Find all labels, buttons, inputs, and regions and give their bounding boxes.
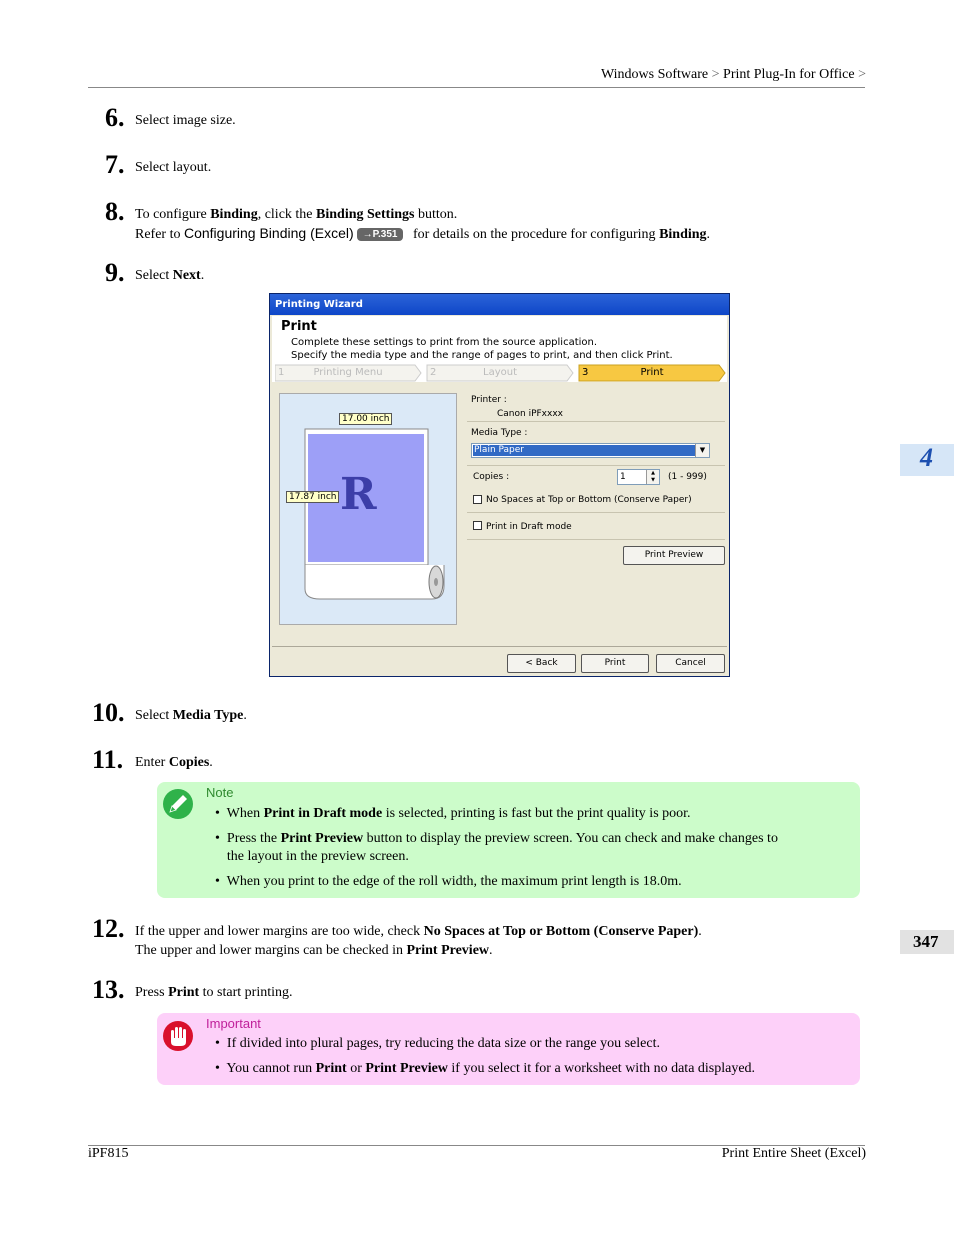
step-number-8: 8. <box>105 197 125 226</box>
printer-value: Canon iPFxxxx <box>497 409 563 419</box>
step-text-13: Press Print to start printing. <box>135 985 293 1000</box>
preview-letter: R <box>340 469 377 520</box>
footer-section: Print Entire Sheet (Excel) <box>721 1146 866 1161</box>
settings-divider <box>467 465 725 466</box>
pencil-note-icon <box>162 788 196 820</box>
printer-label: Printer : <box>471 395 507 405</box>
back-button[interactable]: < Back <box>507 654 576 673</box>
important-callout <box>157 1013 860 1085</box>
footer-model: iPF815 <box>88 1146 129 1161</box>
breadcrumb-windows-software[interactable]: Windows Software <box>600 67 709 82</box>
header-rule <box>88 87 865 88</box>
width-dimension-label: 17.00 inch <box>339 413 392 425</box>
step-text-12: If the upper and lower margins are too wide, check No Spaces at Top or Bottom (Conserve Paper). <box>135 924 702 939</box>
page-ref-badge[interactable]: →P.351 <box>357 228 404 241</box>
step-text-10: Select Media Type. <box>135 708 247 723</box>
important-bullet-1: • If divided into plural pages, try reducing the data size or the range you select. <box>215 1036 660 1051</box>
step-number-11: 11. <box>92 745 124 774</box>
wizard-description: Complete these settings to print from the source application. Specify the media type and the range of pages to print, and then click Print. <box>291 337 673 361</box>
layout-preview-pane <box>279 393 457 625</box>
wizard-title-bar: Printing Wizard <box>270 294 729 315</box>
printing-wizard-dialog <box>269 293 730 677</box>
settings-divider <box>467 512 725 513</box>
step-number-7: 7. <box>105 150 125 179</box>
copies-input[interactable]: 1 <box>620 472 626 482</box>
note-bullet-3: • When you print to the edge of the roll width, the maximum print length is 18.0m. <box>215 874 682 889</box>
media-type-label: Media Type : <box>471 428 528 438</box>
footer-divider <box>272 646 727 647</box>
note-bullet-2: • Press the Print Preview button to display the preview screen. You can check and make changes to <box>215 831 778 846</box>
copies-label: Copies : <box>473 472 510 482</box>
note-callout <box>157 782 860 898</box>
step-number-9: 9. <box>105 258 125 287</box>
breadcrumb-print-plugin[interactable]: Print Plug-In for Office <box>723 67 855 82</box>
print-button[interactable]: Print <box>581 654 649 673</box>
wizard-step-print: 3 Print <box>582 367 664 378</box>
step-number-10: 10. <box>92 698 125 727</box>
note-bullet-2-cont: the layout in the preview screen. <box>226 849 409 864</box>
copies-stepper[interactable] <box>617 469 660 485</box>
step-number-12: 12. <box>92 914 125 943</box>
print-preview-button[interactable]: Print Preview <box>623 546 725 565</box>
no-spaces-checkbox[interactable] <box>473 495 482 504</box>
step-text-7: Select layout. <box>135 160 212 175</box>
wizard-heading: Print <box>281 319 317 334</box>
step-number-13: 13. <box>92 975 125 1004</box>
media-type-selected-value: Plain Paper <box>473 445 695 456</box>
stepper-arrows-icon[interactable]: ▲ ▼ <box>646 470 659 484</box>
draft-mode-label: Print in Draft mode <box>486 522 572 532</box>
note-bullet-1: • When Print in Draft mode is selected, printing is fast but the print quality is poor. <box>215 806 691 821</box>
wizard-step-layout: 2 Layout <box>430 367 517 378</box>
page-number-tab: 347 <box>900 930 954 954</box>
settings-divider <box>467 421 725 422</box>
dropdown-arrow-icon[interactable]: ▼ <box>695 444 709 457</box>
cancel-button[interactable]: Cancel <box>656 654 725 673</box>
step-text-9: Select Next. <box>135 268 205 283</box>
note-title: Note <box>206 785 234 800</box>
important-title: Important <box>206 1016 261 1031</box>
no-spaces-label: No Spaces at Top or Bottom (Conserve Paper) <box>486 495 692 505</box>
height-dimension-label: 17.87 inch <box>286 491 339 503</box>
step-text-11: Enter Copies. <box>135 755 213 770</box>
breadcrumb: Windows Software > Print Plug-In for Office > <box>600 67 866 82</box>
step-number-6: 6. <box>105 103 125 132</box>
copies-range: (1 - 999) <box>668 472 707 482</box>
step-text-12-b: The upper and lower margins can be checked in Print Preview. <box>135 943 493 958</box>
step-text-8: To configure Binding, click the Binding Settings button. <box>135 207 458 222</box>
step-text-8-ref: Refer to Configuring Binding (Excel) →P.351 for details on the procedure for configuring Binding. <box>135 225 711 242</box>
stop-hand-icon <box>162 1020 196 1052</box>
settings-divider <box>467 539 725 540</box>
draft-mode-checkbox[interactable] <box>473 521 482 530</box>
link-configuring-binding[interactable]: Configuring Binding (Excel) <box>183 225 354 241</box>
wizard-step-printing-menu: 1 Printing Menu <box>278 367 383 378</box>
important-bullet-2: • You cannot run Print or Print Preview if you select it for a worksheet with no data displayed. <box>215 1061 756 1076</box>
media-type-select[interactable] <box>471 443 710 458</box>
step-text-6: Select image size. <box>135 113 236 128</box>
chapter-tab[interactable]: 4 <box>900 444 954 476</box>
